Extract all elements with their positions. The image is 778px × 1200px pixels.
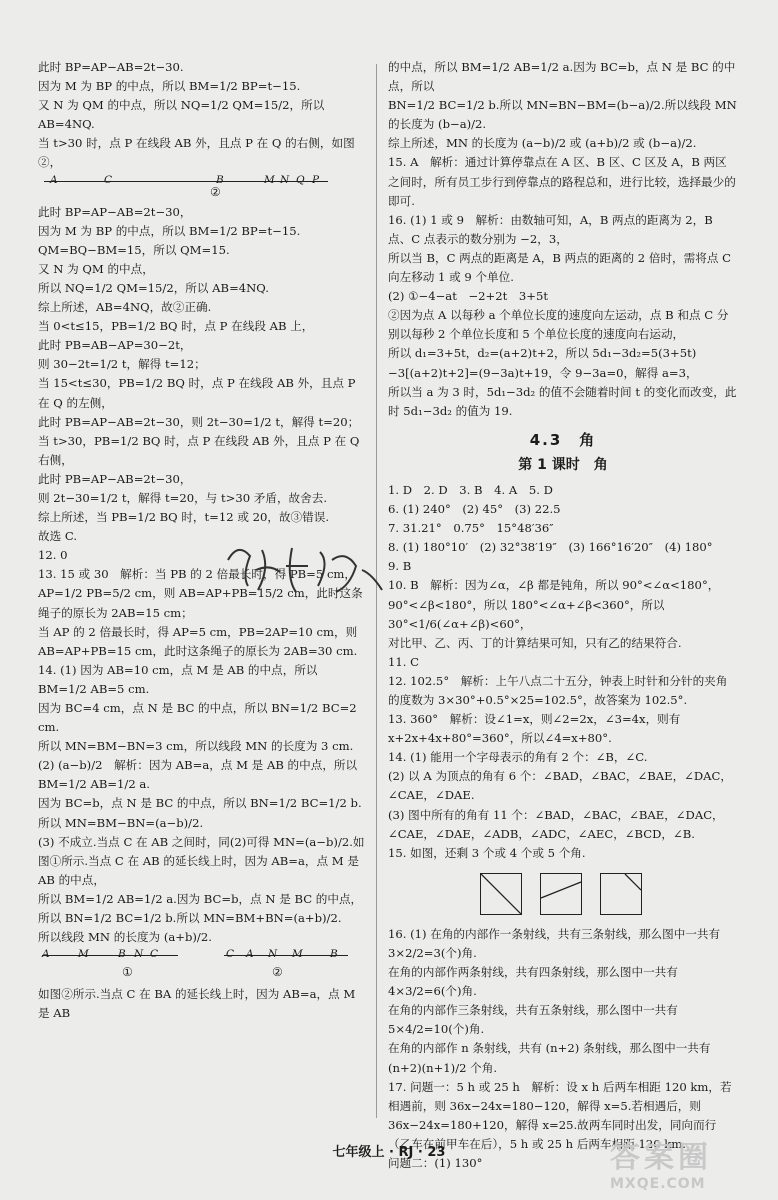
text-line: 综上所述，MN 的长度为 (a−b)/2 或 (a+b)/2 或 (b−a)/2. (388, 136, 697, 151)
right-column (388, 58, 738, 1173)
answer-14: 14. (1) 能用一个字母表示的角有 2 个：∠B，∠C. (388, 750, 648, 765)
answer-14: 14. (1) 因为 AB=10 cm，点 M 是 AB 的中点，所以 BM=1/2 AB=5 cm. (38, 662, 318, 696)
watermark-logo (610, 1132, 770, 1196)
answer-12: 12. 102.5° 解析：上午八点二十五分，钟表上时针和分针的夹角的度数为 3×30°+0.5°×25=102.5°，故答案为 102.5°. (388, 673, 728, 707)
text-line: 在角的内部作两条射线，共有四条射线，那么图中一共有 4×3/2=6(个)角. (388, 965, 678, 999)
text-line: 此时 PB=AB−AP=30−2t， (38, 338, 192, 353)
text-line: 综上所述，AB=4NQ，故②正确. (38, 300, 212, 315)
text-line: 在角的内部作 n 条射线，共有 (n+2) 条射线，那么图中一共有 (n+2)(n+1)/2 个角. (388, 1041, 711, 1075)
text-line: 当 0<t≤15，PB=1/2 BQ 时，点 P 在线段 AB 上， (38, 319, 314, 334)
point-label: N (134, 948, 144, 961)
text-line: 当 t>30，PB=1/2 BQ 时，点 P 在线段 AB 外，且点 P 在 Q 右侧， (38, 433, 360, 467)
point-label: M (264, 173, 275, 186)
text-line: 则 30−2t=1/2 t，解得 t=12； (38, 357, 206, 372)
text-line: 在角的内部作三条射线，共有五条射线，那么图中一共有 5×4/2=10(个)角. (388, 1003, 678, 1037)
square-figure (480, 873, 522, 915)
answer-13: 13. 15 或 30 解析：当 PB 的 2 倍最长时，得 PB=5 cm，AP=1/2 PB=5/2 cm，则 AB=AP+PB=15/2 cm，此时这条绳子的原长为 2AB=15 cm； (38, 567, 363, 620)
text-line: 因为 M 为 BP 的中点，所以 BM=1/2 BP=t−15. (38, 223, 301, 238)
figure-mark: ① (122, 965, 133, 980)
point-label: M (292, 948, 303, 961)
point-label: B (118, 948, 126, 961)
text-line: 的中点，所以 BM=1/2 AB=1/2 a.因为 BC=b，点 N 是 BC 的中点，所以 (388, 60, 736, 94)
point-label: A (246, 948, 254, 961)
text-line: 当 AP 的 2 倍最长时，得 AP=5 cm，PB=2AP=10 cm，则 AB=AP+PB=15 cm，此时这条绳子的原长为 2AB=30 cm. (38, 624, 358, 658)
number-line-figures-1-2 (38, 949, 368, 983)
text-line: 所以线段 MN 的长度为 (a+b)/2. (38, 930, 212, 945)
answer-1-5: 1. D 2. D 3. B 4. A 5. D (388, 482, 553, 497)
section-title: 4.3 角 (529, 430, 597, 449)
text-line: 所以 d₁=3+5t，d₂=(a+2)t+2，所以 5d₁−3d₂=5(3+5t)−3[(a+2)t+2]=(9−3a)t+19，令 9−3a=0，解得 a=3， (388, 346, 698, 380)
point-label: C (226, 948, 235, 961)
text-line: QM=BQ−BM=15，所以 QM=15. (38, 242, 230, 257)
text-line: 此时 BP=AP−AB=2t−30， (38, 204, 192, 219)
text-line: 问题二：(1) 130° (388, 1155, 483, 1170)
text-line: 故选 C. (38, 529, 78, 544)
answer-13: 13. 360° 解析：设∠1=x，则∠2=2x，∠3=4x，则有 x+2x+4x+80°=360°，所以∠4=x+80°. (388, 712, 681, 746)
point-label: B (216, 173, 224, 186)
figure-mark: ② (272, 965, 283, 980)
text-line: ②因为点 A 以每秒 a 个单位长度的速度向左运动，点 B 和点 C 分别以每秒 2 个单位长度和 5 个单位长度的速度向右运动， (388, 308, 729, 342)
text-line: 当 15<t≤30，PB=1/2 BQ 时，点 P 在线段 AB 外，且点 P 在 Q 的左侧， (38, 376, 356, 410)
answer-17: 17. 问题一：5 h 或 25 h 解析：设 x h 后两车相距 120 km，若相遇前，则 36x−24x=180−120，解得 x=5.若相遇后，则 36x−24x=180+120，解得 x=25.故两车同时出发，同向而行（乙车在前甲车在后），5 h 或 25 h 后两车相距 120 km. (388, 1079, 732, 1151)
answer-16: 16. (1) 在角的内部作一条射线，共有三条射线，那么图中一共有 3×2/2=3(个)角. (388, 926, 721, 960)
answer-11: 11. C (388, 654, 419, 669)
text-line: 因为 BC=b，点 N 是 BC 的中点，所以 BN=1/2 BC=1/2 b. (38, 796, 362, 811)
point-label: C (104, 173, 113, 186)
number-line-figure-2a (38, 175, 368, 201)
answer-6: 6. (1) 240° (2) 45° (3) 22.5 (388, 502, 561, 517)
text-line: 所以 BM=1/2 AB=1/2 a.因为 BC=b，点 N 是 BC 的中点，所以 BN=1/2 BC=1/2 b.所以 MN=BM+BN=(a+b)/2. (38, 891, 363, 926)
figure-mark: ② (210, 184, 221, 199)
point-label: M (78, 948, 89, 961)
page-footer: 七年级上 · RJ · 23 (332, 1145, 446, 1160)
watermark-url: MXQE.COM (610, 1176, 706, 1192)
answer-15: 15. A 解析：通过计算停靠点在 A 区、B 区、C 区及 A，B 两区之间时，所有员工步行到停靠点的路程总和，进行比较，选择最少的即可. (388, 155, 736, 208)
text-line: 综上所述，当 PB=1/2 BQ 时，t=12 或 20，故③错误. (38, 510, 330, 525)
text-line: 所以 NQ=1/2 QM=15/2，所以 AB=4NQ. (38, 280, 269, 295)
point-label: Q (296, 173, 305, 186)
lesson-title: 第 1 课时 角 (518, 456, 608, 473)
point-label: P (312, 173, 320, 186)
text-line: 又 N 为 QM 的中点，所以 NQ=1/2 QM=15/2，所以 AB=4NQ. (38, 98, 325, 132)
text-line: (2) 以 A 为顶点的角有 6 个：∠BAD，∠BAC，∠BAE，∠DAC，∠CAE，∠DAE. (388, 769, 733, 803)
square-figure (540, 873, 582, 915)
text-line: 此时 PB=AP−AB=2t−30， (38, 471, 192, 486)
cut-square-figures (480, 873, 738, 915)
text-line: 所以 MN=BM−BN=3 cm，所以线段 MN 的长度为 3 cm. (38, 739, 354, 754)
text-line: 此时 PB=AP−AB=2t−30，则 2t−30=1/2 t，解得 t=20； (38, 414, 360, 429)
answer-12: 12. 0 (38, 548, 68, 563)
square-figure (600, 873, 642, 915)
text-line: 对比甲、乙、丙、丁的计算结果可知，只有乙的结果符合. (388, 635, 682, 650)
point-label: N (280, 173, 290, 186)
text-line: BN=1/2 BC=1/2 b.所以 MN=BN−BM=(b−a)/2.所以线段 MN 的长度为 (b−a)/2. (388, 98, 737, 132)
text-line: 所以当 a 为 3 时，5d₁−3d₂ 的值不会随着时间 t 的变化而改变，此时 5d₁−3d₂ 的值为 19. (388, 384, 737, 418)
text-line: 所以 MN=BM−BN=(a−b)/2. (38, 815, 204, 830)
text-line: 因为 M 为 BP 的中点，所以 BM=1/2 BP=t−15. (38, 79, 301, 94)
text-line: 又 N 为 QM 的中点， (38, 261, 154, 276)
text-line: (2) (a−b)/2 解析：因为 AB=a，点 M 是 AB 的中点，所以 BM=1/2 AB=1/2 a. (38, 758, 358, 792)
answer-16: 16. (1) 1 或 9 解析：由数轴可知，A，B 两点的距离为 2，B 点、C 点表示的数分别为 −2，3， (388, 212, 713, 246)
answer-10: 10. B 解析：因为∠α，∠β 都是钝角，所以 90°<∠α<180°，90°<∠β<180°，所以 180°<∠α+∠β<360°，所以 30°<1/6(∠α+∠β)<60°， (388, 578, 720, 631)
point-label: A (50, 173, 58, 186)
handwritten-scribble (222, 530, 392, 610)
point-label: N (268, 948, 278, 961)
text-line: (3) 图中所有的角有 11 个：∠BAD，∠BAC，∠BAE，∠DAC，∠CAE，∠DAE，∠ADB，∠ADC，∠AEC，∠BCD，∠B. (388, 807, 724, 841)
answer-9: 9. B (388, 559, 412, 574)
text-line: 此时 BP=AP−AB=2t−30. (38, 60, 184, 74)
answer-7: 7. 31.21° 0.75° 15°48′36″ (388, 521, 554, 536)
text-line: (2) ①−4−at −2+2t 3+5t (388, 289, 549, 304)
text-line: 所以当 B，C 两点的距离是 A，B 两点的距离的 2 倍时，需将点 C 向左移动 1 或 9 个单位. (388, 250, 731, 285)
text-line: 如图②所示.当点 C 在 BA 的延长线上时，因为 AB=a，点 M 是 AB (38, 987, 356, 1021)
text-line: (3) 不成立.当点 C 在 AB 之间时，同(2)可得 MN=(a−b)/2.如图①所示.当点 C 在 AB 的延长线上时，因为 AB=a，点 M 是 AB 的中点， (38, 834, 365, 887)
answer-8: 8. (1) 180°10′ (2) 32°38′19″ (3) 166°16′20″ (4) 180° (388, 540, 713, 555)
point-label: A (42, 948, 50, 961)
watermark-text: 答案圈 (610, 1140, 712, 1175)
point-label: B (330, 948, 338, 961)
text-line: 因为 BC=4 cm，点 N 是 BC 的中点，所以 BN=1/2 BC=2 cm. (38, 701, 357, 735)
text-line: 当 t>30 时，点 P 在线段 AB 外，且点 P 在 Q 的右侧，如图②， (38, 136, 355, 170)
answer-15: 15. 如图，还剩 3 个或 4 个或 5 个角. (388, 845, 586, 860)
point-label: C (150, 948, 159, 961)
text-line: 则 2t−30=1/2 t，解得 t=20，与 t>30 矛盾，故舍去. (38, 490, 328, 505)
